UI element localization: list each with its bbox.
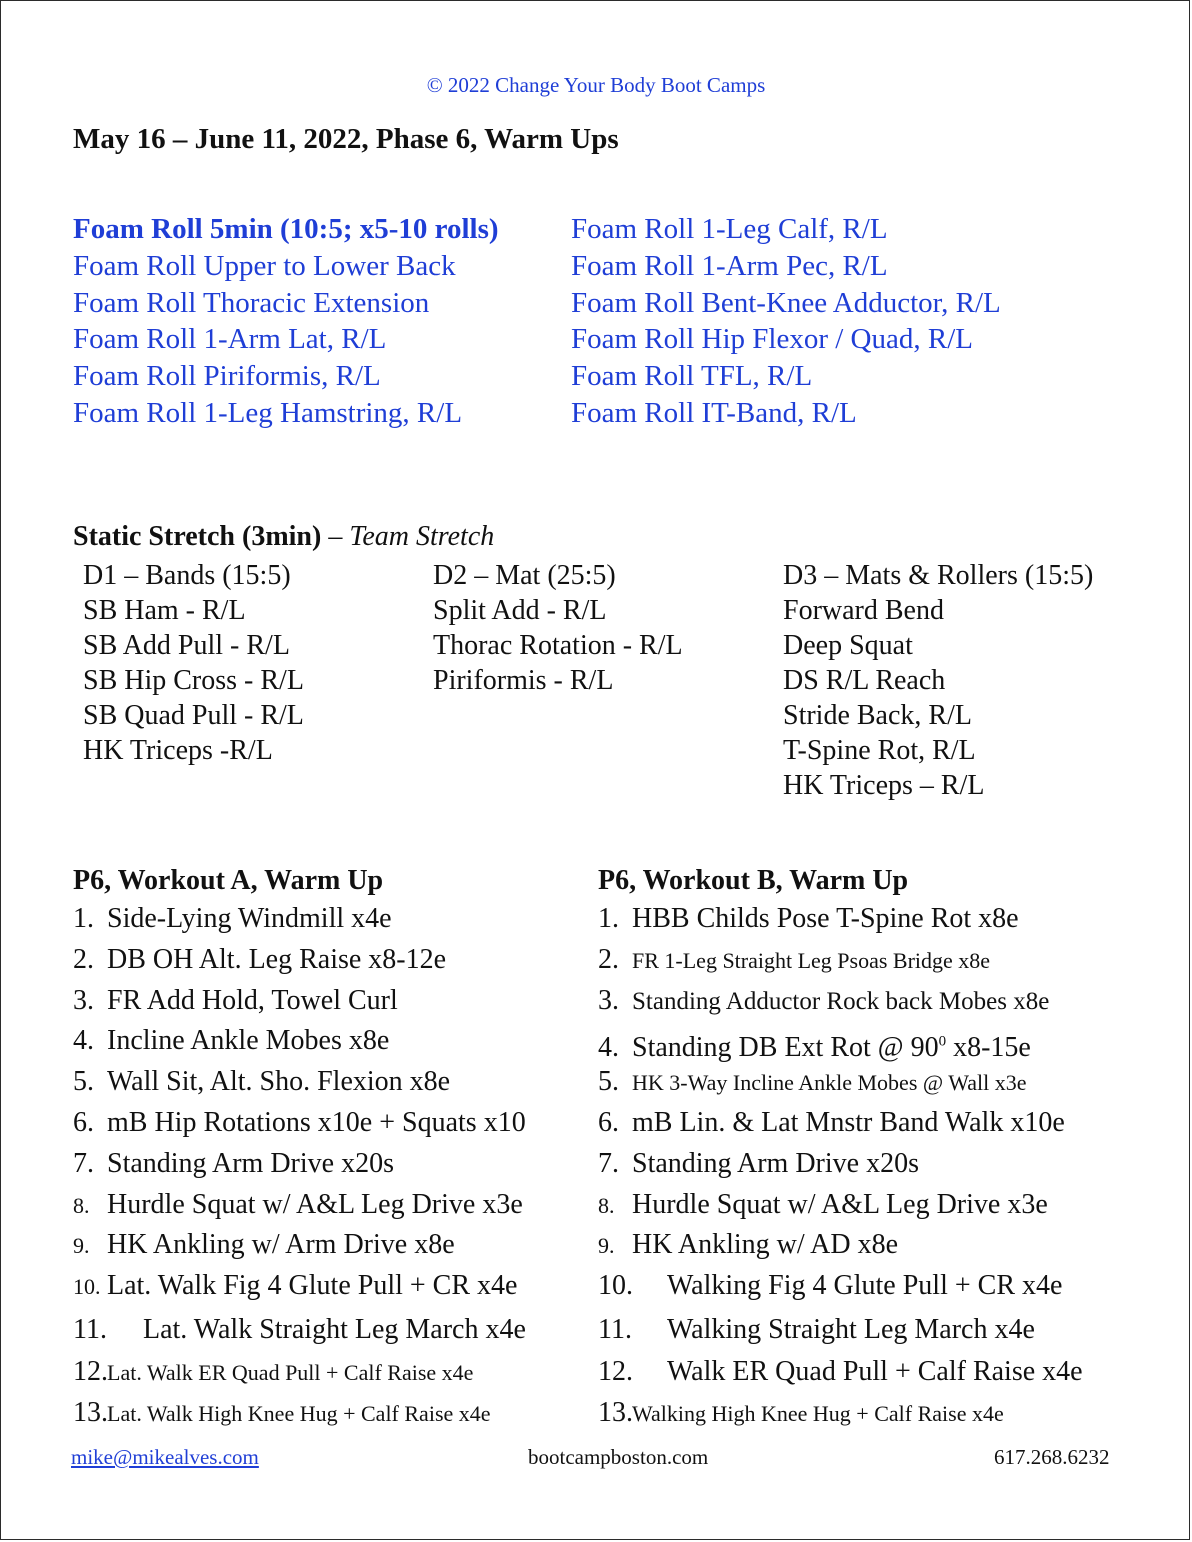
item-number: 12.: [73, 1355, 108, 1387]
degree-superscript: 0: [938, 1033, 947, 1050]
list-item: [598, 981, 1083, 1022]
stretch-item: D3 – Mats & Rollers (15:5): [783, 560, 1094, 591]
list-item: [598, 1103, 1083, 1144]
foam-roll-item: Foam Roll Upper to Lower Back: [73, 249, 456, 282]
list-item: [73, 940, 526, 981]
stretch-item: DS R/L Reach: [783, 665, 946, 696]
item-number: 1.: [73, 903, 94, 934]
item-number: 6.: [73, 1106, 94, 1138]
list-item: [73, 1225, 526, 1266]
item-text: Standing Adductor Rock back Mobes x8e: [632, 987, 1050, 1015]
list-item: [73, 1393, 526, 1434]
stretch-item: D1 – Bands (15:5): [83, 560, 291, 591]
copyright-line: © 2022 Change Your Body Boot Camps: [426, 73, 766, 97]
foam-roll-item: Foam Roll 1-Leg Hamstring, R/L: [73, 396, 463, 429]
item-number: 3.: [598, 984, 619, 1016]
item-text: Walking High Knee Hug + Calf Raise x4e: [632, 1400, 1004, 1426]
foam-roll-item: Foam Roll Hip Flexor / Quad, R/L: [571, 323, 973, 356]
foam-roll-item: Foam Roll Thoracic Extension: [73, 286, 430, 319]
item-text: FR 1-Leg Straight Leg Psoas Bridge x8e: [632, 947, 991, 973]
item-text: Side-Lying Windmill x4e: [107, 903, 392, 934]
item-text: Incline Ankle Mobes x8e: [107, 1025, 390, 1057]
list-item: [598, 940, 1083, 981]
stretch-column-d1: [83, 558, 304, 768]
footer-phone: 617.268.6232: [994, 1445, 1110, 1469]
item-number: 13.: [73, 1396, 108, 1428]
foam-roll-item: Foam Roll Piriformis, R/L: [73, 360, 381, 393]
footer-website: bootcampboston.com: [528, 1445, 709, 1469]
item-text: Hurdle Squat w/ A&L Leg Drive x3e: [107, 1188, 523, 1220]
page-title: May 16 – June 11, 2022, Phase 6, Warm Ups: [73, 123, 619, 155]
item-text: Standing Arm Drive x20s: [632, 1147, 919, 1179]
item-text: DB OH Alt. Leg Raise x8-12e: [107, 943, 447, 975]
footer-email-link[interactable]: mike@mikealves.com: [71, 1445, 259, 1469]
item-text: [632, 1032, 1031, 1063]
item-text: Lat. Walk Fig 4 Glute Pull + CR x4e: [107, 1270, 518, 1302]
list-item: [598, 1266, 1083, 1307]
foam-roll-item: Foam Roll 1-Leg Calf, R/L: [571, 213, 888, 245]
static-stretch-title: Static Stretch (3min): [73, 521, 322, 552]
item-number: 10.: [73, 1274, 101, 1300]
list-item: [73, 1144, 526, 1185]
foam-roll-left-list: [73, 211, 499, 432]
item-number: 7.: [598, 1147, 619, 1179]
item-number: 11.: [598, 1313, 632, 1345]
stretch-column-d2: [433, 558, 683, 698]
list-item: [598, 1021, 1083, 1062]
item-text: HK 3-Way Incline Ankle Mobes @ Wall x3e: [632, 1070, 1027, 1096]
list-item: [73, 899, 526, 940]
item-text-tail: x8-15e: [946, 1031, 1031, 1063]
item-text: FR Add Hold, Towel Curl: [107, 984, 398, 1016]
item-number: 8.: [598, 1192, 615, 1218]
list-item: [598, 1393, 1083, 1434]
list-item: [73, 1062, 526, 1103]
item-text: Lat. Walk High Knee Hug + Calf Raise x4e: [107, 1400, 491, 1426]
workout-b-heading: P6, Workout B, Warm Up: [598, 865, 909, 896]
item-number: 10.: [598, 1270, 633, 1302]
stretch-item: HK Triceps -R/L: [83, 735, 273, 766]
list-item: [598, 1185, 1083, 1226]
stretch-item: Forward Bend: [783, 595, 944, 626]
static-stretch-subtitle: Team Stretch: [349, 521, 495, 552]
stretch-item: SB Quad Pull - R/L: [83, 700, 304, 731]
item-text: Lat. Walk ER Quad Pull + Calf Raise x4e: [107, 1359, 474, 1385]
item-number: 12.: [598, 1355, 633, 1387]
list-item: [598, 1352, 1083, 1393]
item-text: Wall Sit, Alt. Sho. Flexion x8e: [107, 1066, 451, 1098]
foam-roll-item: Foam Roll Bent-Knee Adductor, R/L: [571, 286, 1001, 319]
workout-a-heading: P6, Workout A, Warm Up: [73, 865, 384, 896]
stretch-item: SB Hip Cross - R/L: [83, 665, 304, 696]
item-text: Lat. Walk Straight Leg March x4e: [143, 1313, 526, 1345]
item-number: 11.: [73, 1313, 107, 1345]
list-item: [598, 1225, 1083, 1266]
workout-a-list: [73, 899, 526, 1434]
item-text: Walk ER Quad Pull + Calf Raise x4e: [667, 1355, 1083, 1387]
item-text: mB Hip Rotations x10e + Squats x10: [107, 1106, 526, 1138]
list-item: [73, 1021, 526, 1062]
item-text: HK Ankling w/ Arm Drive x8e: [107, 1229, 455, 1261]
list-item: [73, 1352, 526, 1393]
item-text: Standing Arm Drive x20s: [107, 1147, 394, 1179]
item-text-main: Standing DB Ext Rot @ 90: [632, 1031, 939, 1063]
stretch-item: SB Add Pull - R/L: [83, 630, 290, 661]
static-stretch-heading: [73, 521, 494, 553]
stretch-item: Thorac Rotation - R/L: [433, 630, 683, 661]
foam-roll-item: Foam Roll TFL, R/L: [571, 360, 813, 393]
foam-roll-item: Foam Roll 5min (10:5; x5-10 rolls): [73, 213, 499, 245]
item-number: 1.: [598, 903, 619, 934]
stretch-column-d3: [783, 558, 1093, 803]
item-number: 13.: [598, 1396, 633, 1428]
item-number: 4.: [73, 1025, 94, 1057]
item-text: mB Lin. & Lat Mnstr Band Walk x10e: [632, 1106, 1065, 1138]
foam-roll-right-list: [571, 211, 1001, 432]
item-number: 5.: [598, 1066, 619, 1098]
item-number: 9.: [598, 1233, 615, 1259]
stretch-item: T-Spine Rot, R/L: [783, 735, 976, 766]
stretch-item: Stride Back, R/L: [783, 700, 972, 731]
list-item: [73, 1185, 526, 1226]
list-item: [73, 981, 526, 1022]
item-number: 8.: [73, 1192, 90, 1218]
list-item: [598, 1307, 1083, 1352]
stretch-item: D2 – Mat (25:5): [433, 560, 616, 591]
foam-roll-item: Foam Roll IT-Band, R/L: [571, 396, 857, 429]
list-item: [598, 1144, 1083, 1185]
item-text: HK Ankling w/ AD x8e: [632, 1229, 898, 1261]
list-item: [598, 1062, 1083, 1103]
stretch-item: HK Triceps – R/L: [783, 770, 985, 801]
item-number: 5.: [73, 1066, 94, 1098]
item-number: 2.: [598, 943, 619, 975]
item-number: 7.: [73, 1147, 94, 1179]
item-text: Walking Straight Leg March x4e: [667, 1313, 1035, 1345]
list-item: [598, 899, 1083, 940]
item-text: HBB Childs Pose T-Spine Rot x8e: [632, 903, 1019, 934]
foam-roll-item: Foam Roll 1-Arm Pec, R/L: [571, 249, 888, 282]
item-number: 2.: [73, 943, 94, 975]
item-number: 4.: [598, 1031, 619, 1063]
stretch-item: Deep Squat: [783, 630, 913, 661]
item-text: Hurdle Squat w/ A&L Leg Drive x3e: [632, 1188, 1048, 1220]
foam-roll-item: Foam Roll 1-Arm Lat, R/L: [73, 323, 387, 356]
static-stretch-dash: –: [321, 521, 350, 552]
list-item: [73, 1103, 526, 1144]
stretch-item: Piriformis - R/L: [433, 665, 614, 696]
item-number: 6.: [598, 1106, 619, 1138]
stretch-item: SB Ham - R/L: [83, 595, 246, 626]
item-number: 3.: [73, 984, 94, 1016]
workout-b-list: [598, 899, 1083, 1434]
list-item: [73, 1266, 526, 1307]
item-text: Walking Fig 4 Glute Pull + CR x4e: [667, 1270, 1063, 1302]
item-number: 9.: [73, 1233, 90, 1259]
list-item: [73, 1307, 526, 1352]
stretch-item: Split Add - R/L: [433, 595, 607, 626]
